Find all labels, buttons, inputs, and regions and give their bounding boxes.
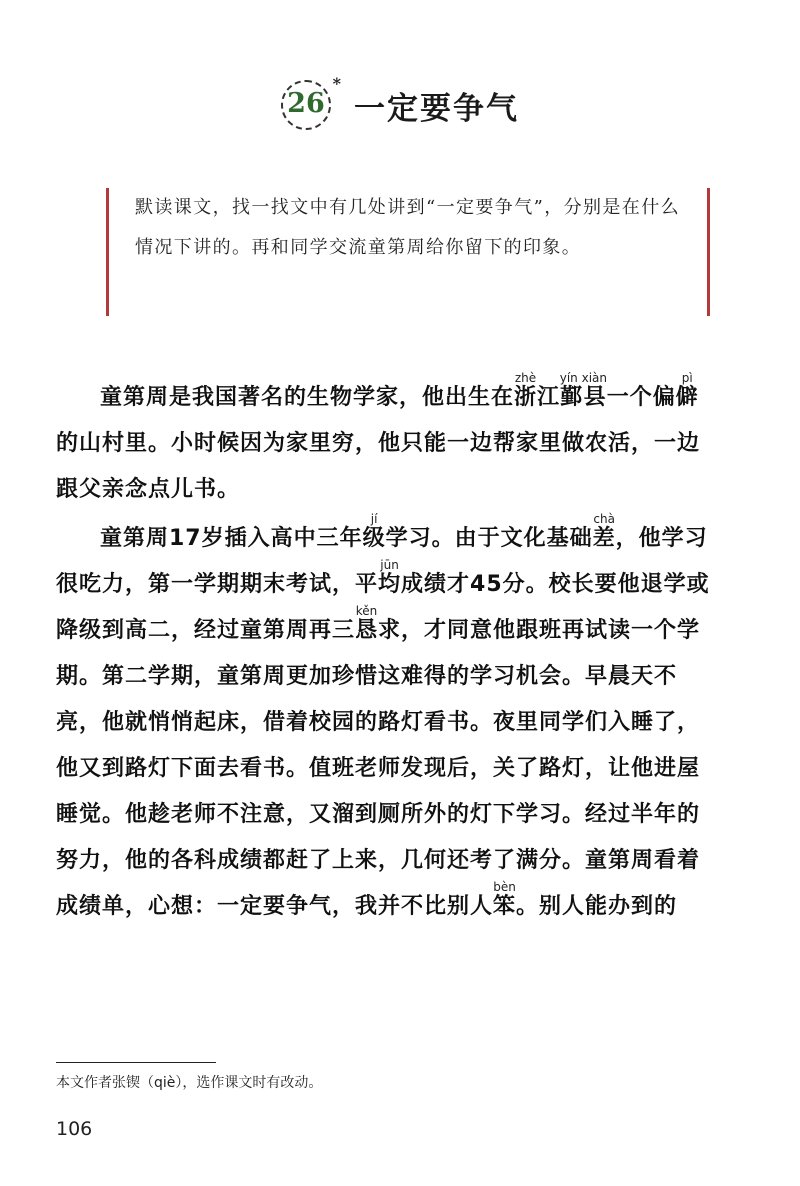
text-segment: 。别人能办到的 xyxy=(516,894,678,919)
footnote-divider xyxy=(56,1062,216,1063)
paragraph-2 xyxy=(56,513,716,930)
reading-prompt: 默读课文，找一找文中有几处讲到“一定要争气”，分别是在什么情况下讲的。再和同学交流童第周给你留下的印象。 xyxy=(135,197,681,258)
paragraph-1 xyxy=(56,372,716,513)
pinyin: zhè xyxy=(514,371,538,385)
text-segment: 童第周是我国著名的生物学家，他出生在 xyxy=(100,385,515,410)
text-segment: 的山村里。小时候因为家里穷，他只能一边帮家里做农活，一边跟父亲念点儿书。 xyxy=(56,431,701,502)
reading-prompt-box xyxy=(106,188,710,316)
text-segment: 一个偏 xyxy=(606,385,676,410)
lesson-title xyxy=(0,74,800,130)
text-segment: 学习。由于文化基础 xyxy=(385,526,593,551)
pinyin-annotated-word: 均jūn xyxy=(378,558,402,597)
text-segment: 江 xyxy=(537,385,561,410)
lesson-number: 26 xyxy=(287,88,325,119)
pinyin-annotated-word: 鄞县yín xiàn xyxy=(559,371,607,410)
pinyin: jí xyxy=(362,512,386,526)
pinyin: bèn xyxy=(493,880,517,894)
lesson-number-badge xyxy=(281,74,341,130)
pinyin: jūn xyxy=(378,558,402,572)
pinyin: pì xyxy=(675,371,699,385)
text-segment: 成绩才45分。校长要他退学或降级到高二，经过童第周再三 xyxy=(56,572,710,643)
text-segment: ，他学习很吃力，第一学期期末考试，平 xyxy=(56,526,708,597)
pinyin-annotated-word: 笨bèn xyxy=(493,880,517,919)
text-segment: 童第周17岁插入高中三年 xyxy=(100,526,363,551)
article-body xyxy=(56,372,716,930)
pinyin-annotated-word: 浙zhè xyxy=(514,371,538,410)
pinyin-annotated-word: 恳kěn xyxy=(355,604,379,643)
page-number: 106 xyxy=(56,1118,93,1140)
pinyin-annotated-word: 差chà xyxy=(592,512,616,551)
pinyin: yín xiàn xyxy=(559,371,607,385)
pinyin-annotated-word: 级jí xyxy=(362,512,386,551)
optional-lesson-marker: * xyxy=(332,74,341,93)
pinyin: kěn xyxy=(355,604,379,618)
lesson-title-text: 一定要争气 xyxy=(354,90,520,127)
pinyin-annotated-word: 僻pì xyxy=(675,371,699,410)
text-segment: 求，才同意他跟班再试读一个学期。第二学期，童第周更加珍惜这难得的学习机会。早晨天不亮，他就悄悄起床，借着校园的路灯看书。夜里同学们入睡了，他又到路灯下面去看书。值班老师发现后，关了路灯，让他进屋睡觉。他趁老师不注意，又溜到厕所外的灯下学习。经过半年的努力，他的各科成绩都赶了上来，几何还考了满分。童第周看着成绩单，心想：一定要争气，我并不比别人 xyxy=(56,618,701,919)
footnote: 本文作者张锲（qiè），选作课文时有改动。 xyxy=(56,1075,323,1091)
pinyin: chà xyxy=(592,512,616,526)
